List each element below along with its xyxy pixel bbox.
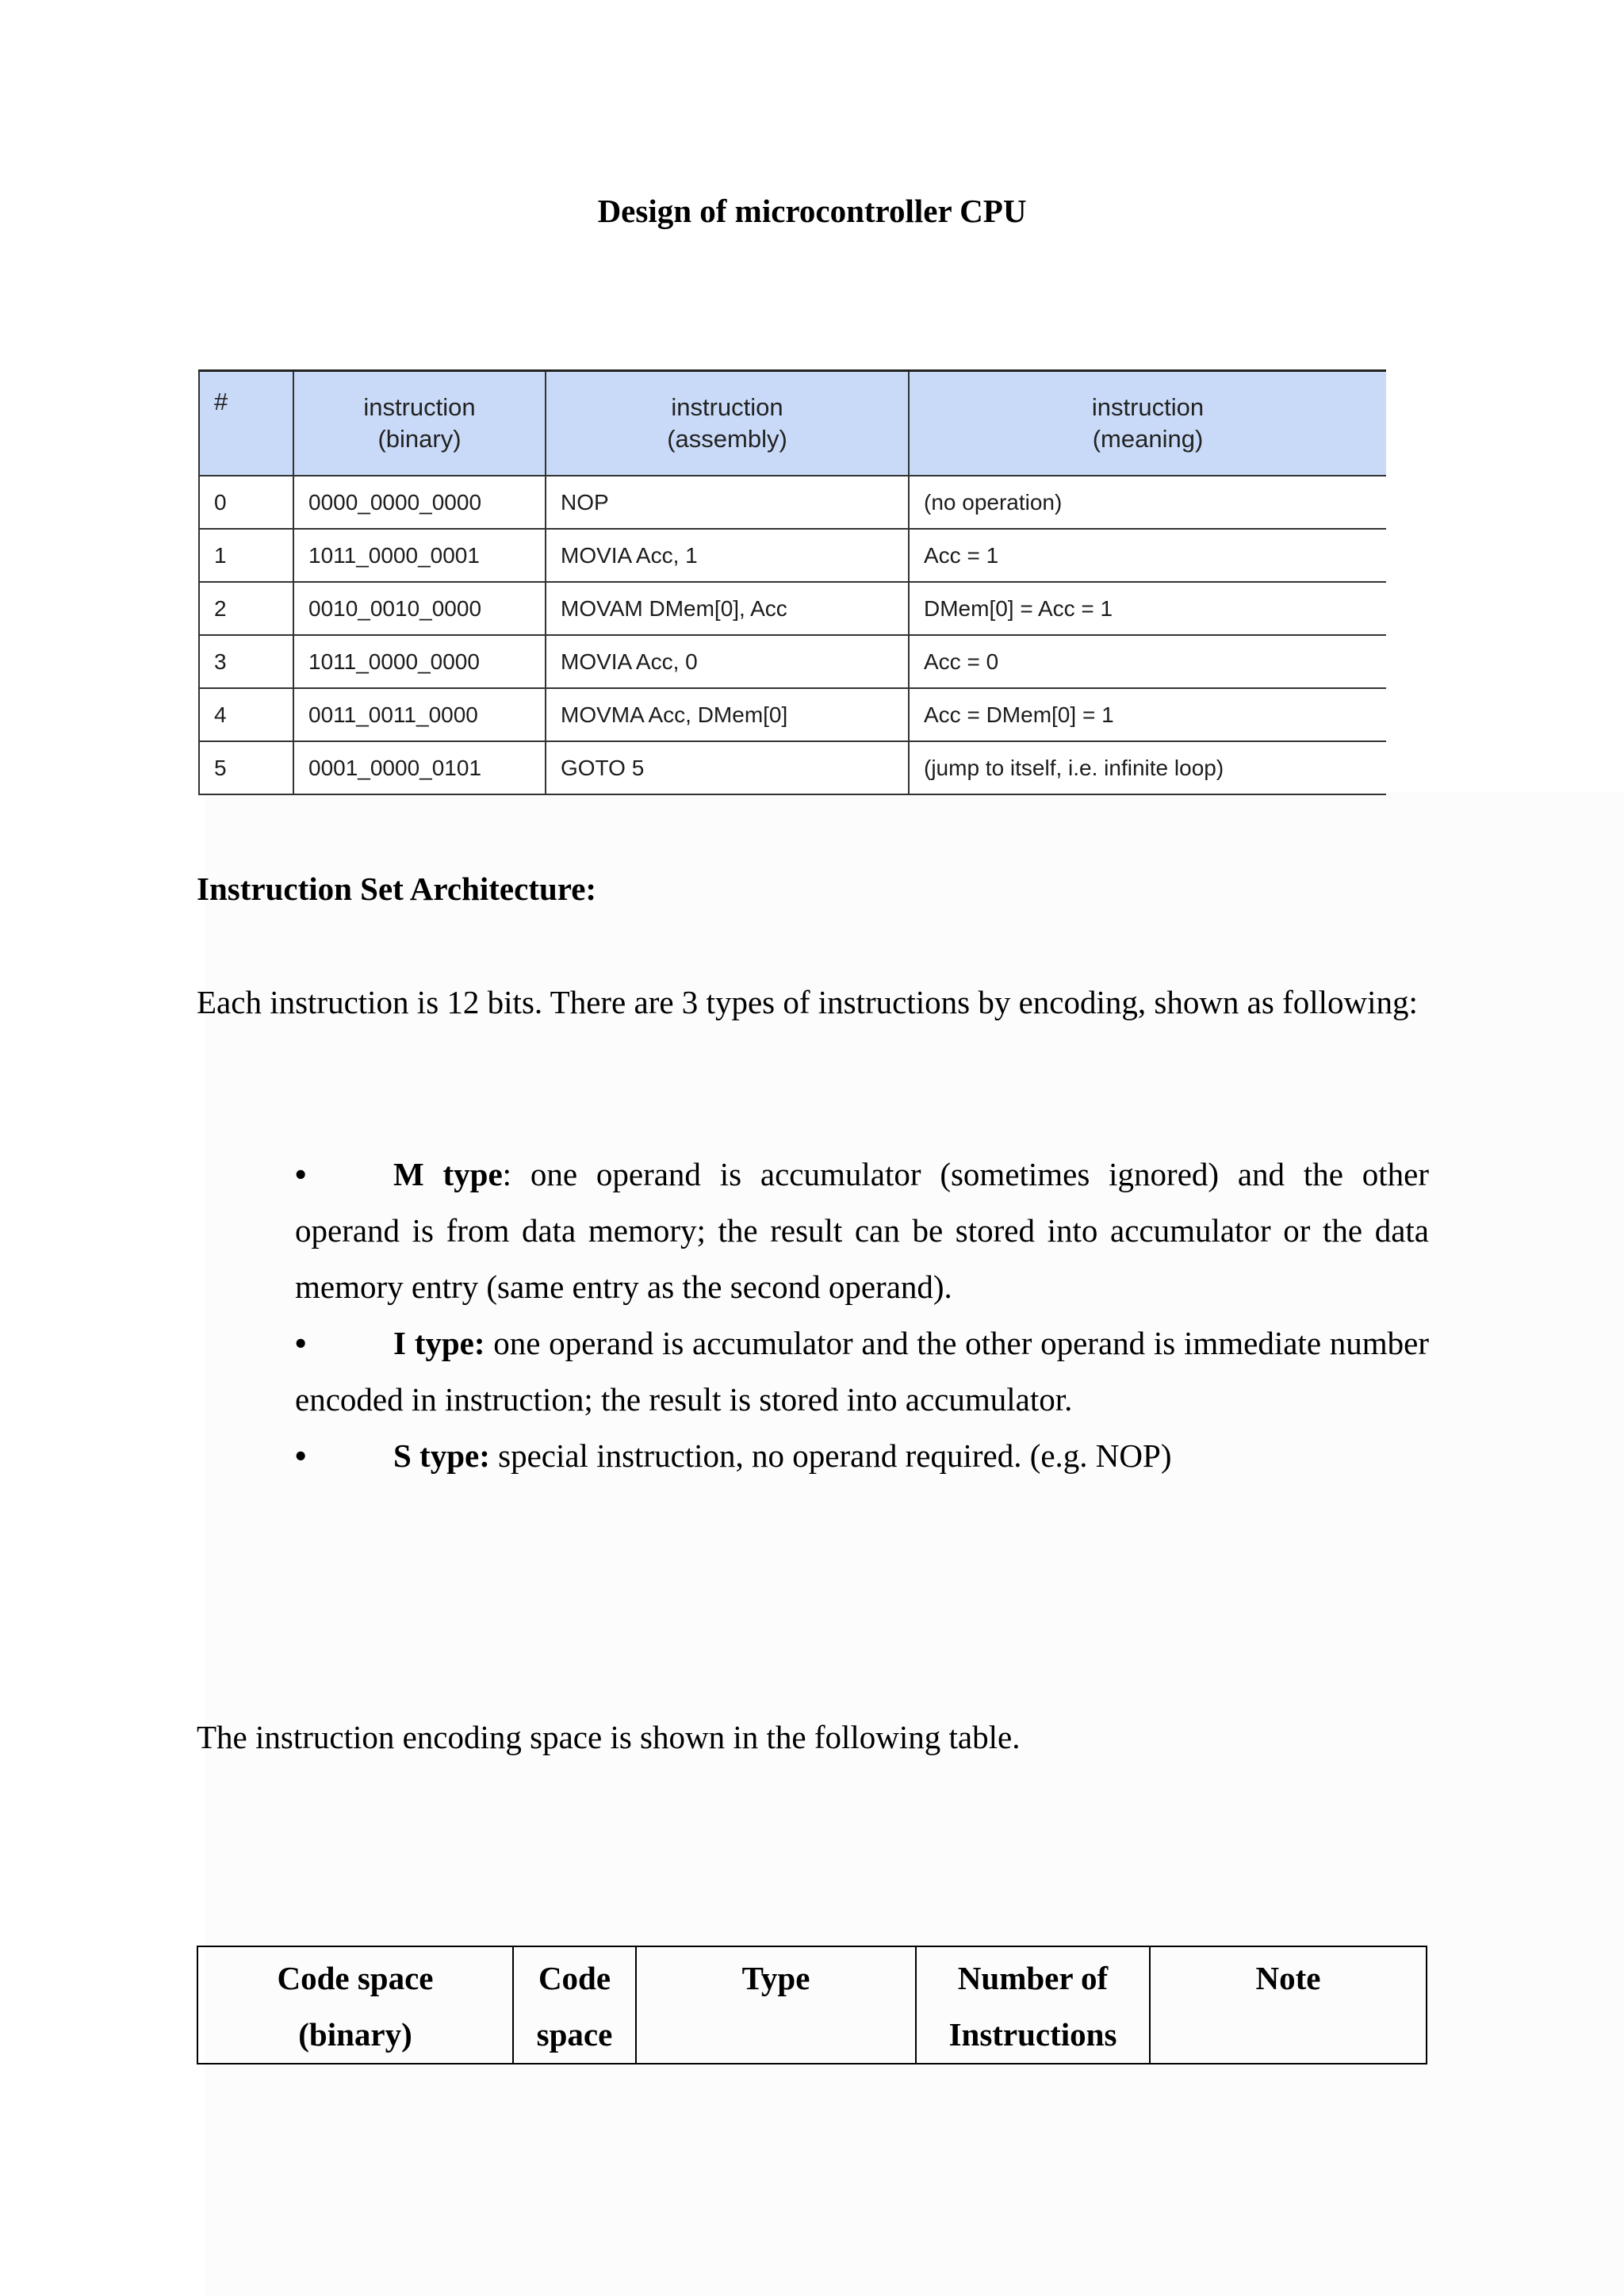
header-number-of-instructions: Number of Instructions (916, 1946, 1150, 2064)
instruction-type-list (295, 1146, 1429, 1484)
row-binary: 1011_0000_0001 (293, 529, 546, 582)
desc-m-type: : one operand is accumulator (sometimes ignored) and the other operand is from data memory; the result can be stored into accumulator or the data memory entry (same entry as the second operand). (295, 1156, 1429, 1305)
row-meaning: Acc = DMem[0] = 1 (909, 688, 1386, 741)
row-binary: 0000_0000_0000 (293, 476, 546, 529)
row-number: 5 (199, 741, 293, 794)
document-title: Design of microcontroller CPU (597, 193, 1027, 229)
bullet-icon: • (295, 1156, 307, 1192)
list-item-m-type (295, 1146, 1429, 1315)
program-table (198, 369, 1386, 795)
header-number: # (199, 371, 293, 476)
row-assembly: MOVMA Acc, DMem[0] (546, 688, 909, 741)
isa-heading: Instruction Set Architecture: (197, 871, 597, 907)
table-row (199, 476, 1386, 529)
row-assembly: MOVAM DMem[0], Acc (546, 582, 909, 635)
list-item-i-type (295, 1315, 1429, 1428)
term-m-type: M type (393, 1156, 503, 1192)
row-assembly: GOTO 5 (546, 741, 909, 794)
row-number: 2 (199, 582, 293, 635)
header-note: Note (1150, 1946, 1427, 2064)
encoding-table-header (197, 1946, 1427, 2064)
encoding-intro: The instruction encoding space is shown in the following table. (197, 1719, 1021, 1755)
row-meaning: Acc = 0 (909, 635, 1386, 688)
table-row (199, 635, 1386, 688)
desc-i-type: one operand is accumulator and the other operand is immediate number encoded in instruction; the result is stored into accumulator. (295, 1325, 1429, 1418)
row-number: 4 (199, 688, 293, 741)
row-binary: 0010_0010_0000 (293, 582, 546, 635)
header-assembly: instruction (assembly) (546, 371, 909, 476)
table-row (199, 688, 1386, 741)
row-number: 1 (199, 529, 293, 582)
row-assembly: MOVIA Acc, 1 (546, 529, 909, 582)
table-row (199, 741, 1386, 794)
table-row (199, 529, 1386, 582)
term-i-type: I type: (393, 1325, 485, 1361)
program-table-header (199, 371, 1386, 476)
header-code-space: Code space (513, 1946, 636, 2064)
list-item-s-type (295, 1428, 1429, 1484)
intro-paragraph: Each instruction is 12 bits. There are 3 types of instructions by encoding, shown as following: (197, 984, 1418, 1020)
bullet-icon: • (295, 1437, 307, 1474)
row-meaning: DMem[0] = Acc = 1 (909, 582, 1386, 635)
bullet-icon: • (295, 1325, 307, 1361)
table-row (199, 582, 1386, 635)
row-meaning: (jump to itself, i.e. infinite loop) (909, 741, 1386, 794)
header-code-space-binary: Code space (binary) (197, 1946, 513, 2064)
row-assembly: NOP (546, 476, 909, 529)
row-number: 3 (199, 635, 293, 688)
row-binary: 0011_0011_0000 (293, 688, 546, 741)
row-binary: 1011_0000_0000 (293, 635, 546, 688)
header-binary: instruction (binary) (293, 371, 546, 476)
row-number: 0 (199, 476, 293, 529)
row-meaning: Acc = 1 (909, 529, 1386, 582)
term-s-type: S type: (393, 1437, 490, 1474)
desc-s-type: special instruction, no operand required. (e.g. NOP) (489, 1437, 1172, 1474)
header-type: Type (636, 1946, 916, 2064)
row-meaning: (no operation) (909, 476, 1386, 529)
row-binary: 0001_0000_0101 (293, 741, 546, 794)
row-assembly: MOVIA Acc, 0 (546, 635, 909, 688)
header-meaning: instruction (meaning) (909, 371, 1386, 476)
encoding-table (197, 1946, 1427, 2064)
